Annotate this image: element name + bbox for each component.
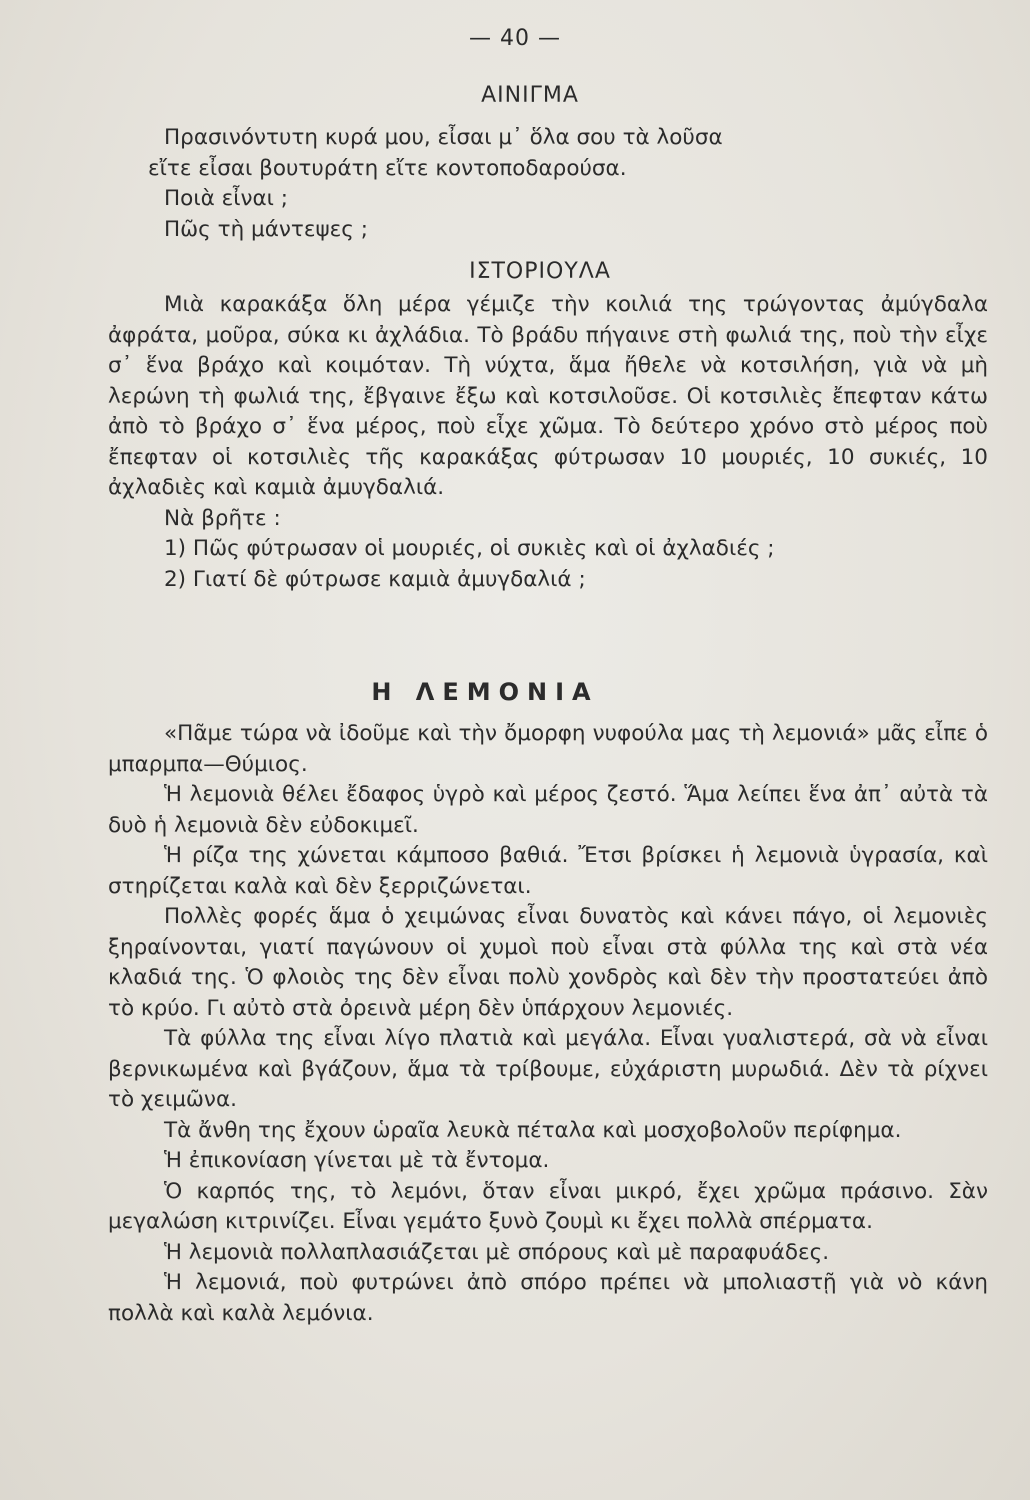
riddle-title: ΑΙΝΙΓΜΑ — [481, 83, 579, 108]
story-question-1: 1) Πῶς φύτρωσαν οἱ μουριές, οἱ συκιὲς καὶ οἱ ἀχλαδιές ; — [164, 536, 775, 561]
riddle-line-4: Πῶς τὴ μάντεψες ; — [164, 216, 368, 242]
lemon-paragraph-5: Τὰ φύλλα της εἶναι λίγο πλατιὰ καὶ μεγάλα. Εἶναι γυαλιστερά, σὰ νὰ εἶναι βερνικωμένα καὶ βγάζουν, ἅμα τὰ τρίβουμε, εὐχάριστη μυρωδιά. Δὲν τὰ ρίχνει τὸ χειμῶνα. — [108, 1026, 988, 1112]
riddle-text — [108, 123, 988, 245]
lemon-paragraph-2: Ἡ λεμονιὰ θέλει ἔδαφος ὑγρὸ καὶ μέρος ζεστό. Ἅμα λείπει ἕνα ἀπ᾽ αὐτὰ τὰ δυὸ ἡ λεμονιὰ δὲν εὐδοκιμεῖ. — [108, 782, 988, 838]
lemon-paragraph-4: Πολλὲς φορές ἅμα ὁ χειμώνας εἶναι δυνατὸς καὶ κάνει πάγο, οἱ λεμονιὲς ξηραίνονται, γιατί παγώνουν οἱ χυμοὶ ποὺ εἶναι στὰ φύλλα της καὶ στὰ νέα κλαδιά της. Ὁ φλοιὸς της δὲν εἶναι πολὺ χονδρὸς καὶ δὲν τὴν προστατεύει ἀπὸ τὸ κρύο. Γι αὐτὸ στὰ ὀρεινὰ μέρη δὲν ὑπάρχουν λεμονιές. — [108, 904, 988, 1021]
riddle-line-1: Πρασινόντυτη κυρά μου, εἶσαι μ᾽ ὅλα σου τὰ λοῦσα — [164, 125, 723, 150]
lemon-title: Η ΛΕΜΟΝΙΑ — [371, 678, 599, 706]
lemon-paragraph-8: Ὁ καρπός της, τὸ λεμόνι, ὅταν εἶναι μικρό, ἔχει χρῶμα πράσινο. Σὰν μεγαλώση κιτρινίζει. Εἶναι γεμάτο ξυνὸ ζουμὶ κι ἔχει πολλὰ σπέρματα. — [108, 1178, 988, 1234]
lemon-paragraph-7: Ἡ ἐπικονίαση γίνεται μὲ τὰ ἔντομα. — [164, 1148, 550, 1173]
story-paragraph: Μιὰ καρακάξα ὅλη μέρα γέμιζε τὴν κοιλιά της τρώγοντας ἀμύγδαλα ἀφράτα, μοῦρα, σύκα κι ἀχλάδια. Τὸ βράδυ πήγαινε στὴ φωλιά της, ποὺ τὴν εἶχε σ᾽ ἕνα βράχο καὶ κοιμόταν. Τὴ νύχτα, ἅμα ἤθελε νὰ κοτσιλήση, γιὰ νὰ μὴ λερώνη τὴ φωλιά της, ἔβγαινε ἔξω καὶ κοτσιλοῦσε. Οἱ κοτσιλιὲς ἔπεφταν κάτω ἀπὸ τὸ βράχο σ᾽ ἕνα μέρος, ποὺ εἶχε χῶμα. Τὸ δεύτερο χρόνο στὸ μέρος ποὺ ἔπεφταν οἱ κοτσιλιὲς τῆς καρακάξας φύτρωσαν 10 μουριές, 10 συκιές, 10 ἀχλαδιὲς καὶ καμιὰ ἀμυγδαλιά. — [108, 292, 988, 500]
lemon-paragraph-6: Τὰ ἄνθη της ἔχουν ὡραῖα λευκὰ πέταλα καὶ μοσχοβολοῦν περίφημα. — [164, 1117, 902, 1143]
lemon-paragraph-9: Ἡ λεμονιὰ πολλαπλασιάζεται μὲ σπόρους καὶ μὲ παραφυάδες. — [164, 1239, 830, 1265]
lemon-paragraph-1: «Πᾶμε τώρα νὰ ἰδοῦμε καὶ τὴν ὄμορφη νυφούλα μας τὴ λεμονιά» μᾶς εἶπε ὁ μπαρμπα—Θύμιος. — [108, 721, 988, 777]
lemon-paragraph-10: Ἡ λεμονιά, ποὺ φυτρώνει ἀπὸ σπόρο πρέπει νὰ μπολιαστῇ γιὰ νὸ κάνη πολλὰ καὶ καλὰ λεμόνια. — [108, 1270, 988, 1326]
lemon-text — [108, 719, 988, 1329]
riddle-line-3: Ποιὰ εἶναι ; — [164, 186, 289, 211]
riddle-line-2: εἴτε εἶσαι βουτυράτη εἴτε κοντοποδαρούσα. — [148, 155, 627, 181]
story-question-2: 2) Γιατί δὲ φύτρωσε καμιὰ ἀμυγδαλιά ; — [164, 566, 586, 592]
lemon-paragraph-3: Ἡ ρίζα της χώνεται κάμποσο βαθιά. Ἔτσι βρίσκει ἡ λεμονιὰ ὑγρασία, καὶ στηρίζεται καλὰ καὶ δὲν ξερριζώνεται. — [108, 843, 988, 899]
story-prompt: Νὰ βρῆτε : — [164, 505, 281, 531]
story-title: ΙΣΤΟΡΙΟΥΛΑ — [469, 259, 611, 284]
story-text — [108, 290, 988, 595]
page-number: — 40 — — [469, 26, 561, 51]
